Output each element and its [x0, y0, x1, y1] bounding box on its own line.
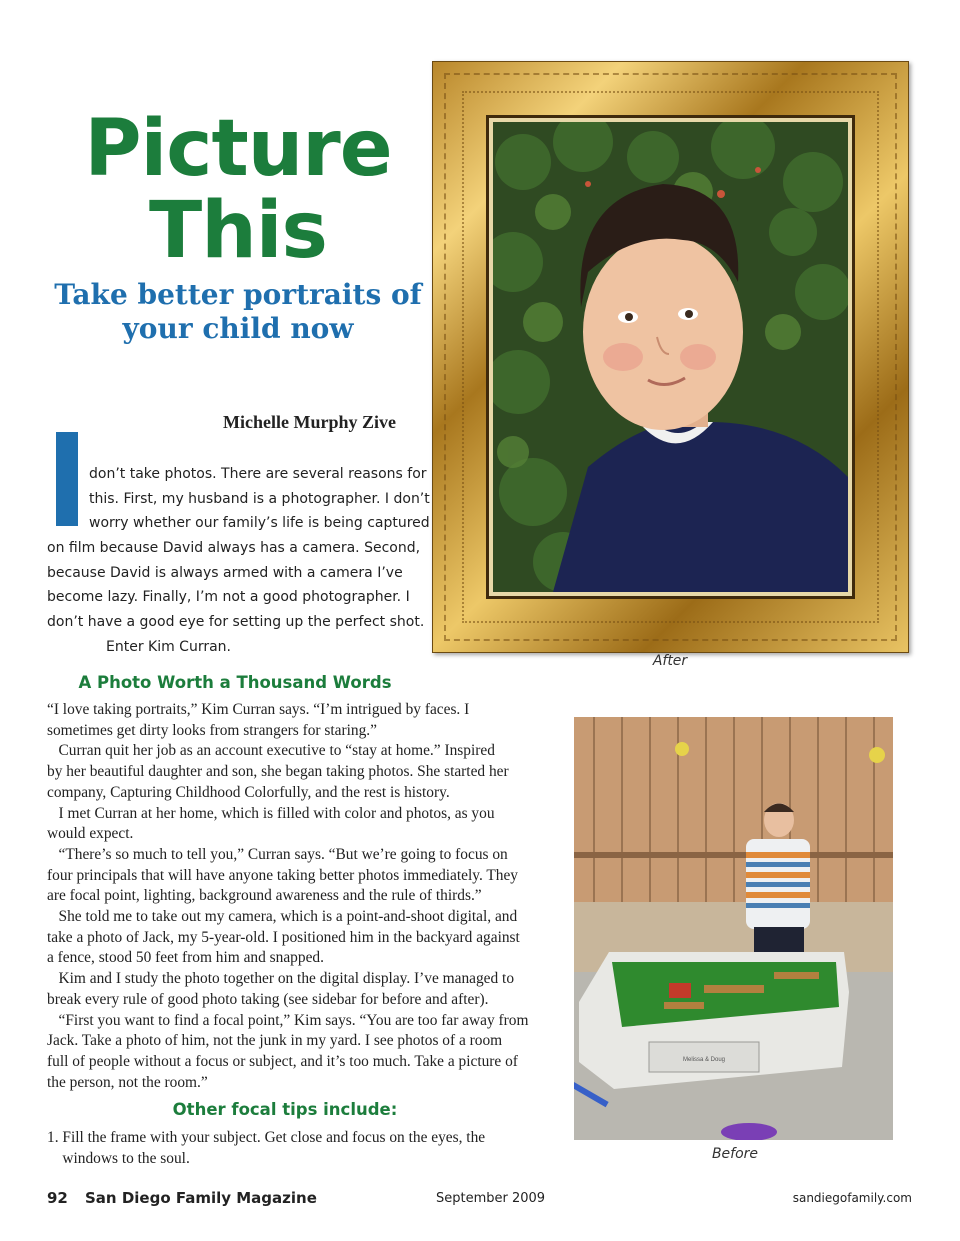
intro-line: Enter Kim Curran.	[106, 639, 232, 655]
subtitle-line-2: your child now	[122, 312, 354, 345]
article-subtitle	[40, 278, 436, 346]
body-line: Jack. Take a photo of him, not the junk in my yard. I see photos of a room	[47, 1032, 503, 1050]
body-line: are focal point, lighting, background awareness and the rule of thirds.”	[47, 887, 482, 905]
body-line: full of people without a focus or subject, and it’s too much. Take a picture of	[47, 1052, 518, 1070]
intro-line: because David is always armed with a camera I’ve	[47, 565, 403, 581]
section-heading: A Photo Worth a Thousand Words	[78, 673, 392, 692]
tip-item: 1. Fill the frame with your subject. Get close and focus on the eyes, the	[47, 1129, 486, 1146]
body-line: “First you want to find a focal point,” Kim says. “You are too far away from	[47, 1011, 529, 1029]
body-line: a fence, stood 50 feet from him and snapped.	[47, 949, 324, 967]
drop-cap-letter	[56, 432, 78, 526]
intro-line: worry whether our family’s life is being captured	[89, 515, 430, 531]
magazine-name: San Diego Family Magazine	[85, 1189, 317, 1207]
backyard-photo-image	[574, 717, 893, 1140]
article-title	[40, 104, 436, 276]
body-line: the person, not the room.”	[47, 1073, 208, 1091]
tips-heading: Other focal tips include:	[172, 1100, 398, 1119]
page-number: 92	[47, 1189, 68, 1207]
before-caption: Before	[711, 1146, 759, 1162]
intro-line: become lazy. Finally, I’m not a good photographer. I	[47, 589, 410, 605]
intro-line: don’t have a good eye for setting up the perfect shot.	[47, 614, 425, 630]
before-photo	[574, 717, 893, 1140]
body-line: four principals that will have anyone taking better photos immediately. They	[47, 866, 518, 884]
article-body	[47, 700, 547, 1093]
intro-line: don’t take photos. There are several reasons for	[89, 466, 427, 482]
title-line-2: This	[149, 186, 327, 276]
intro-line: on film because David always has a camera. Second,	[47, 540, 421, 556]
body-line: break every rule of good photo taking (see sidebar for before and after).	[47, 990, 489, 1008]
body-line: would expect.	[47, 825, 134, 843]
ornate-gold-frame	[432, 61, 909, 653]
frame-inner-lip	[486, 115, 855, 599]
body-line: “There’s so much to tell you,” Curran says. “But we’re going to focus on	[47, 845, 508, 863]
subtitle-line-1: Take better portraits of	[54, 278, 422, 311]
issue-date: September 2009	[436, 1191, 546, 1206]
body-line: She told me to take out my camera, which is a point-and-shoot digital, and	[47, 908, 518, 926]
title-line-1: Picture	[84, 104, 392, 194]
body-line: by her beautiful daughter and son, she began taking photos. She started her	[47, 763, 509, 781]
body-line: sometimes get dirty looks from strangers for staring.”	[47, 721, 377, 739]
after-caption: After	[652, 653, 688, 669]
website-url: sandiegofamily.com	[792, 1191, 912, 1205]
body-line: Curran quit her job as an account executive to “stay at home.” Inspired	[47, 742, 495, 760]
body-line: I met Curran at her home, which is filled with color and photos, as you	[47, 804, 495, 822]
frame-mat	[489, 118, 852, 596]
tip-item: windows to the soul.	[47, 1149, 190, 1167]
body-line: take a photo of Jack, my 5-year-old. I positioned him in the backyard against	[47, 928, 520, 946]
body-line: Kim and I study the photo together on the digital display. I’ve managed to	[47, 970, 515, 988]
table-label: Melissa & Doug	[682, 1057, 726, 1063]
intro-line: this. First, my husband is a photographer. I don’t	[89, 491, 430, 507]
tips-list	[47, 1128, 547, 1169]
boy-portrait-image	[493, 122, 848, 592]
body-line: company, Capturing Childhood Colorfully, and the rest is history.	[47, 783, 450, 801]
after-portrait-photo	[493, 122, 848, 592]
byline: Michelle Murphy Zive	[223, 412, 396, 432]
body-line: “I love taking portraits,” Kim Curran says. “I’m intrigued by faces. I	[47, 701, 470, 718]
